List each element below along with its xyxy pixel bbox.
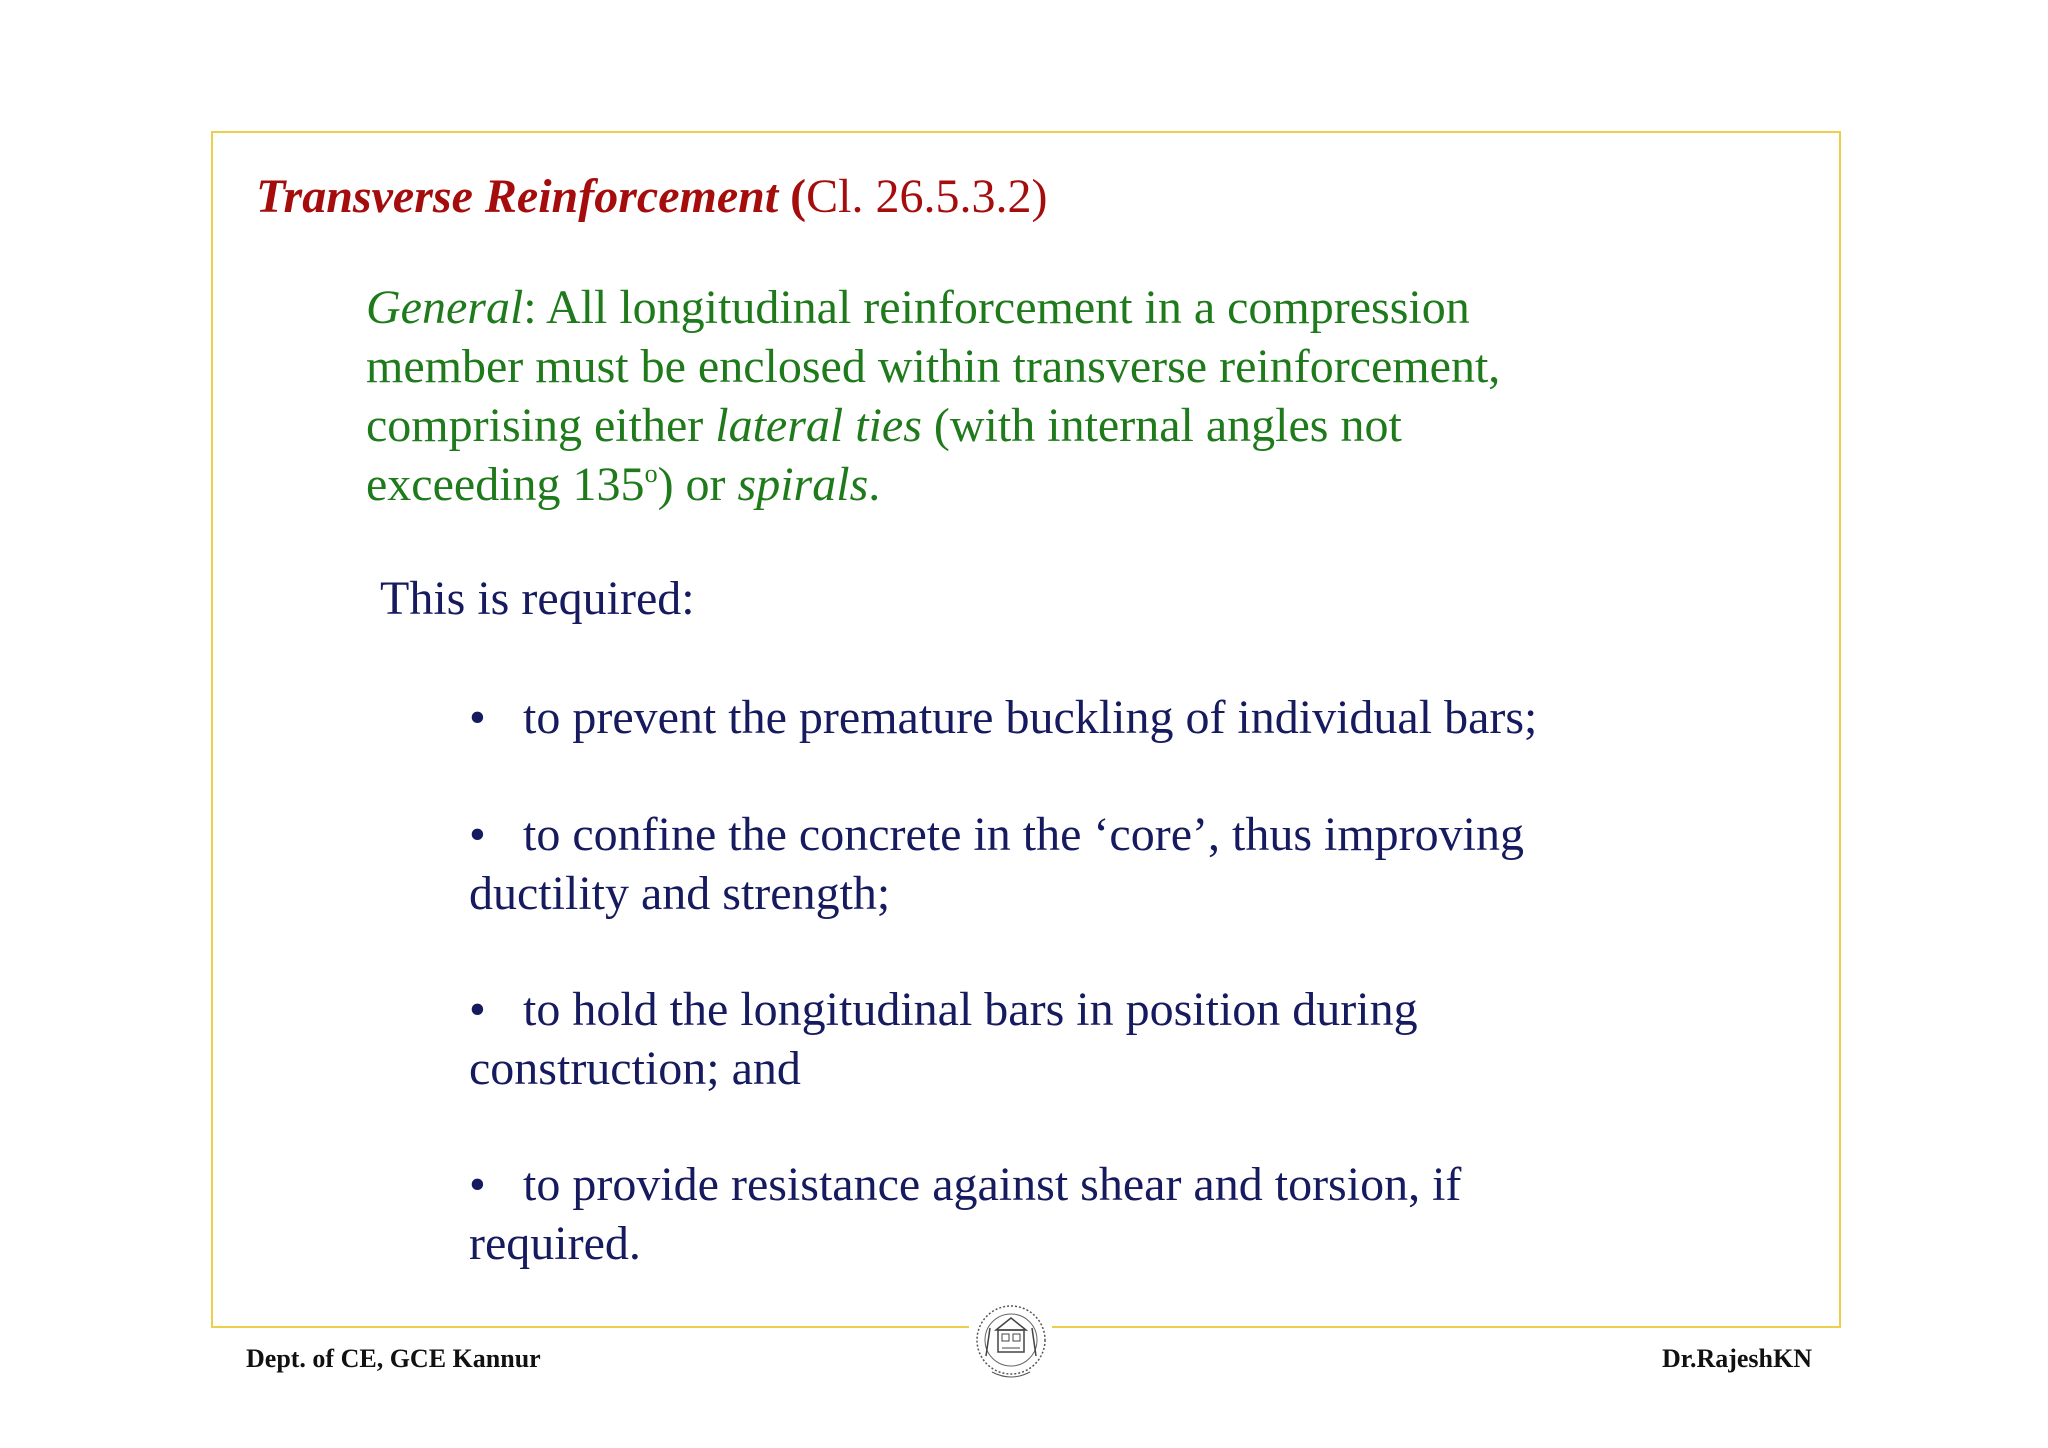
college-emblem-icon (972, 1300, 1050, 1386)
general-line-2: member must be enclosed within transverse reinforcement, (366, 340, 1501, 393)
lateral-ties-term: lateral ties (715, 399, 922, 452)
spirals-term: spirals (737, 458, 869, 511)
general-line-4-end: . (868, 458, 881, 511)
bullet-text: to prevent the premature buckling of individual bars; (523, 691, 1538, 744)
general-line-4-start: exceeding 135 (366, 458, 645, 511)
bullet-text: to confine the concrete in the ‘core’, thus improving (523, 808, 1524, 861)
general-line-3 (366, 396, 1696, 455)
degree-superscript: o (644, 459, 658, 488)
bullet-text-continued: construction; and (469, 1042, 801, 1095)
slide-frame-bottom-right (1052, 1326, 1841, 1328)
bullet-text-continued: required. (469, 1217, 641, 1270)
general-line-3-start: comprising either (366, 399, 716, 452)
bullet-item (469, 1155, 1461, 1273)
general-line-1 (366, 278, 1696, 337)
general-label: General (366, 281, 524, 334)
bullet-line (469, 805, 1524, 864)
bullet-line (469, 1155, 1461, 1214)
bullet-line (469, 688, 1537, 747)
slide-frame-bottom-left (211, 1326, 969, 1328)
required-intro: This is required: (380, 572, 695, 625)
slide-title (256, 168, 1048, 226)
title-main: Transverse Reinforcement (256, 170, 779, 223)
bullet-icon: • (469, 983, 486, 1036)
general-line-3-end: (with internal angles not (921, 399, 1402, 452)
bullet-icon: • (469, 1158, 486, 1211)
general-line-4-mid: ) or (657, 458, 738, 511)
bullet-item (469, 805, 1524, 923)
bullet-item (469, 688, 1537, 747)
footer-author: Dr.RajeshKN (1662, 1344, 1812, 1373)
general-line-4 (366, 455, 1696, 514)
title-clause: Cl. 26.5.3.2) (806, 170, 1048, 223)
general-line-1-text: : All longitudinal reinforcement in a compression (523, 281, 1470, 334)
bullet-text: to hold the longitudinal bars in position during (523, 983, 1418, 1036)
bullet-text-continued: ductility and strength; (469, 867, 891, 920)
footer-department: Dept. of CE, GCE Kannur (246, 1344, 541, 1373)
bullet-text: to provide resistance against shear and torsion, if (523, 1158, 1462, 1211)
bullet-icon: • (469, 691, 486, 744)
bullet-icon: • (469, 808, 486, 861)
bullet-line (469, 980, 1418, 1039)
general-paragraph (366, 278, 1696, 514)
title-open-paren: ( (790, 170, 807, 223)
bullet-item (469, 980, 1418, 1098)
